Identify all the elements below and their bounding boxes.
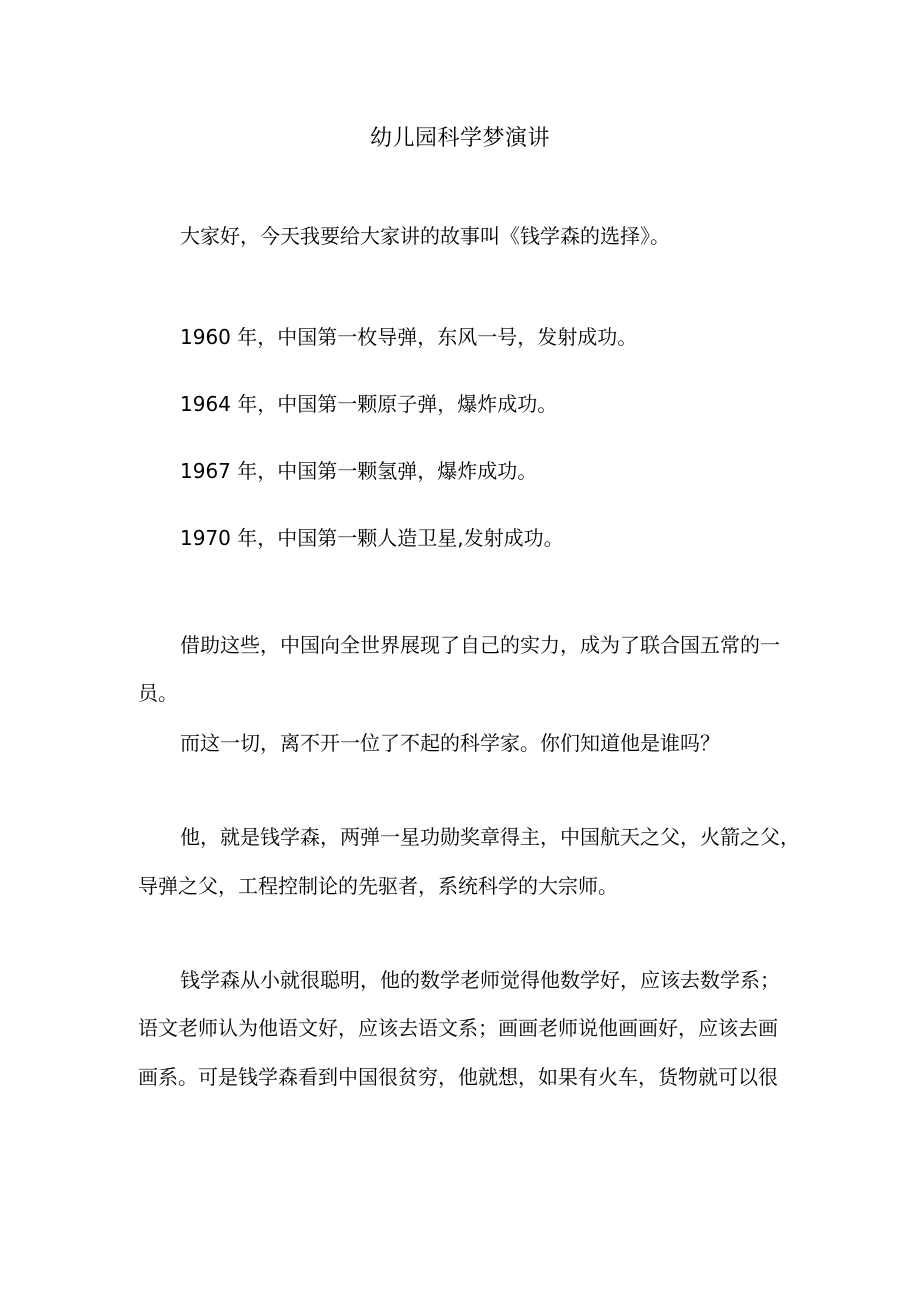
paragraph-question: 而这一切，离不开一位了不起的科学家。你们知道他是谁吗？ [180,731,720,755]
paragraph-1964: 1964 年，中国第一颗原子弹，爆炸成功。 [180,392,558,416]
paragraph-1967: 1967 年，中国第一颗氢弹，爆炸成功。 [180,459,538,483]
paragraph-achievement-line-1: 借助这些，中国向全世界展现了自己的实力，成为了联合国五常的一 [180,633,780,657]
paragraph-childhood-line-3: 画系。可是钱学森看到中国很贫穷，他就想，如果有火车，货物就可以很 [138,1065,778,1089]
paragraph-qian-intro-line-1: 他，就是钱学森，两弹一星功勋奖章得主，中国航天之父，火箭之父， [180,825,800,849]
paragraph-1960: 1960 年，中国第一枚导弹，东风一号，发射成功。 [180,325,638,349]
paragraph-qian-intro-line-2: 导弹之父，工程控制论的先驱者，系统科学的大宗师。 [138,874,618,898]
paragraph-achievement-line-2: 员。 [138,681,178,705]
paragraph-greeting: 大家好，今天我要给大家讲的故事叫《钱学森的选择》。 [180,224,670,248]
paragraph-childhood-line-2: 语文老师认为他语文好，应该去语文系；画画老师说他画画好，应该去画 [138,1016,778,1040]
document-title: 幼儿园科学梦演讲 [369,126,550,151]
paragraph-childhood-line-1: 钱学森从小就很聪明，他的数学老师觉得他数学好，应该去数学系； [180,968,780,992]
paragraph-1970: 1970 年，中国第一颗人造卫星,发射成功。 [180,526,564,550]
